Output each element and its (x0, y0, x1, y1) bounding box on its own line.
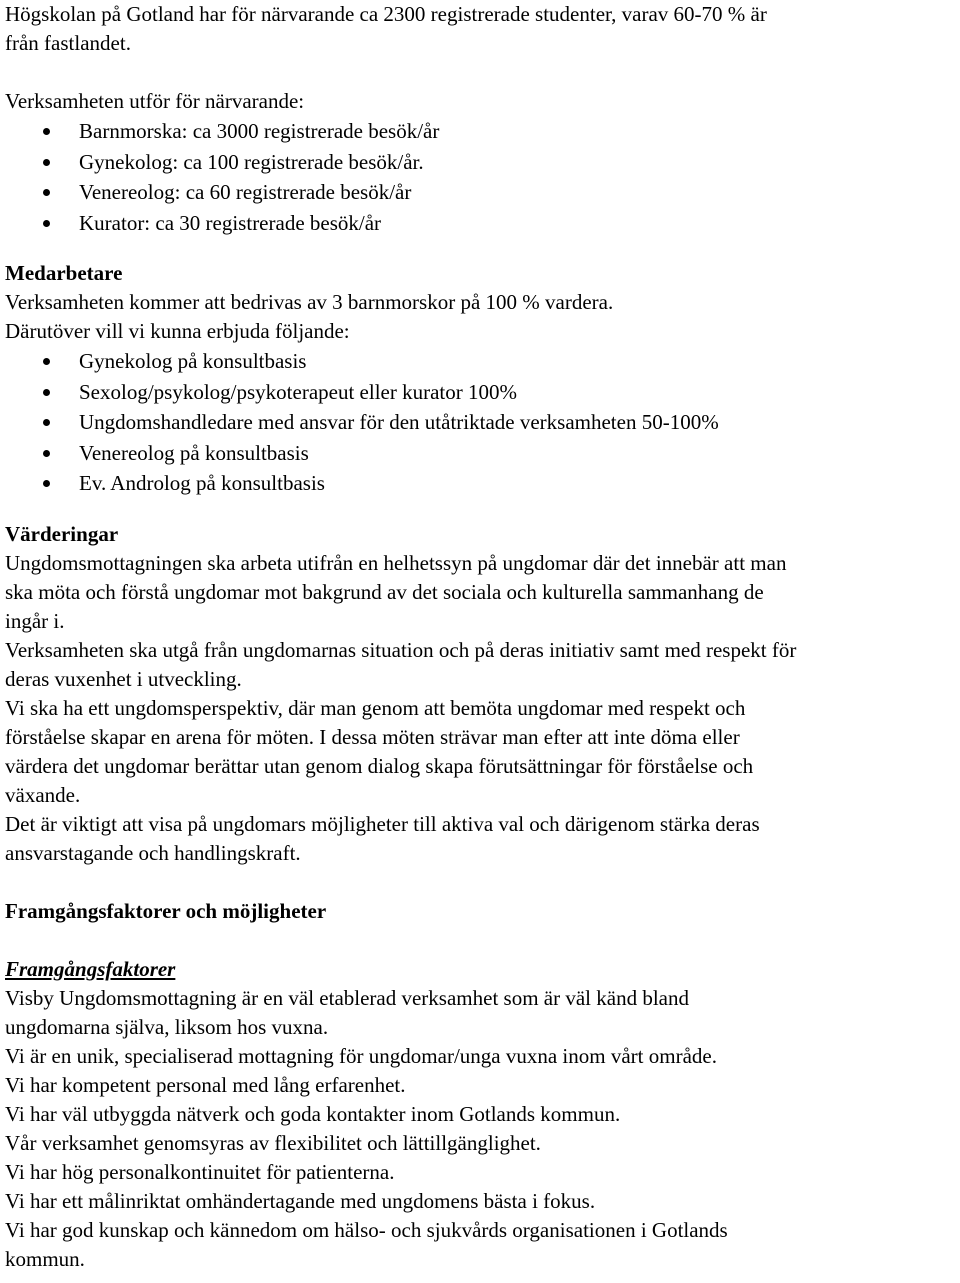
list-item (5, 346, 957, 377)
staff-line-1: Verksamheten kommer att bedrivas av 3 barnmorskor på 100 % vardera. (5, 290, 614, 314)
list-item-text: Ungdomshandledare med ansvar för den utåtriktade verksamheten 50-100% (79, 410, 719, 434)
list-item (5, 208, 957, 239)
success-line: Vi är en unik, specialiserad mottagning för ungdomar/unga vuxna inom vårt område. (5, 1043, 717, 1068)
list-item (5, 407, 957, 438)
spacer (5, 58, 957, 87)
bullet-icon (43, 389, 50, 396)
activity-list (5, 116, 957, 238)
success-line: Visby Ungdomsmottagning är en väl etablerad verksamhet som är väl känd bland (5, 985, 689, 1010)
list-item (5, 177, 957, 208)
staff-line-2: Därutöver vill vi kunna erbjuda följande: (5, 319, 350, 343)
values-line: växande. (5, 782, 81, 807)
values-line: deras vuxenhet i utveckling. (5, 666, 242, 691)
activity-heading: Verksamheten utför för närvarande: (5, 89, 305, 113)
bullet-icon (43, 220, 50, 227)
values-line: Verksamheten ska utgå från ungdomarnas situation och på deras initiativ samt med respekt för (5, 637, 797, 662)
values-line: ansvarstagande och handlingskraft. (5, 840, 301, 865)
success-line: Vi har kompetent personal med lång erfarenhet. (5, 1072, 406, 1097)
success-line: Vi har ett målinriktat omhändertagande med ungdomens bästa i fokus. (5, 1188, 596, 1213)
success-line: ungdomarna själva, liksom hos vuxna. (5, 1014, 329, 1039)
list-item (5, 438, 957, 469)
list-item-text: Venereolog: ca 60 registrerade besök/år (79, 180, 412, 204)
list-item (5, 377, 957, 408)
bullet-icon (43, 419, 50, 426)
success-line: Vi har god kunskap och kännedom om hälso- och sjukvårds organisationen i Gotlands (5, 1217, 728, 1242)
list-item-text: Kurator: ca 30 registrerade besök/år (79, 210, 382, 235)
list-item (5, 468, 957, 499)
success-line: kommun. (5, 1246, 85, 1271)
values-line: Vi ska ha ett ungdomsperspektiv, där man genom att bemöta ungdomar med respekt och (5, 695, 746, 720)
success-line: Vår verksamhet genomsyras av flexibilitet och lättillgänglighet. (5, 1130, 541, 1155)
values-line: värdera det ungdomar berättar utan genom dialog skapa förutsättningar för förståelse och (5, 753, 754, 778)
spacer (5, 499, 957, 520)
values-line: ingår i. (5, 608, 65, 633)
list-item (5, 147, 957, 178)
list-item-text: Gynekolog på konsultbasis (79, 349, 307, 373)
bullet-icon (43, 480, 50, 487)
bullet-icon (43, 159, 50, 166)
intro-line-2: från fastlandet. (5, 31, 131, 55)
success-subheading: Framgångsfaktorer (5, 956, 176, 981)
bullet-icon (43, 189, 50, 196)
success-line: Vi har hög personalkontinuitet för patienterna. (5, 1159, 395, 1184)
bullet-icon (43, 450, 50, 457)
success-heading: Framgångsfaktorer och möjligheter (5, 898, 327, 923)
staff-heading: Medarbetare (5, 261, 123, 285)
values-heading: Värderingar (5, 521, 119, 546)
list-item-text: Venereolog på konsultbasis (79, 440, 309, 465)
success-line: Vi har väl utbyggda nätverk och goda kontakter inom Gotlands kommun. (5, 1101, 621, 1126)
values-line: Ungdomsmottagningen ska arbeta utifrån en helhetssyn på ungdomar där det innebär att man (5, 550, 787, 575)
values-line: förståelse skapar en arena för möten. I dessa möten strävar man efter att inte döma eller (5, 724, 740, 749)
list-item (5, 116, 957, 147)
list-item-text: Sexolog/psykolog/psykoterapeut eller kurator 100% (79, 379, 517, 404)
spacer (5, 868, 957, 897)
document-page (5, 0, 957, 1274)
intro-line-1: Högskolan på Gotland har för närvarande ca 2300 registrerade studenter, varav 60-70 % är (5, 2, 767, 26)
bullet-icon (43, 128, 50, 135)
values-line: ska möta och förstå ungdomar mot bakgrund av det sociala och kulturella sammanhang de (5, 579, 764, 604)
spacer (5, 926, 957, 955)
list-item-text: Barnmorska: ca 3000 registrerade besök/år (79, 119, 440, 143)
staff-list (5, 346, 957, 499)
bullet-icon (43, 358, 50, 365)
values-line: Det är viktigt att visa på ungdomars möjligheter till aktiva val och därigenom stärka deras (5, 811, 760, 836)
list-item-text: Gynekolog: ca 100 registrerade besök/år. (79, 149, 424, 174)
list-item-text: Ev. Androlog på konsultbasis (79, 471, 325, 495)
spacer (5, 238, 957, 259)
